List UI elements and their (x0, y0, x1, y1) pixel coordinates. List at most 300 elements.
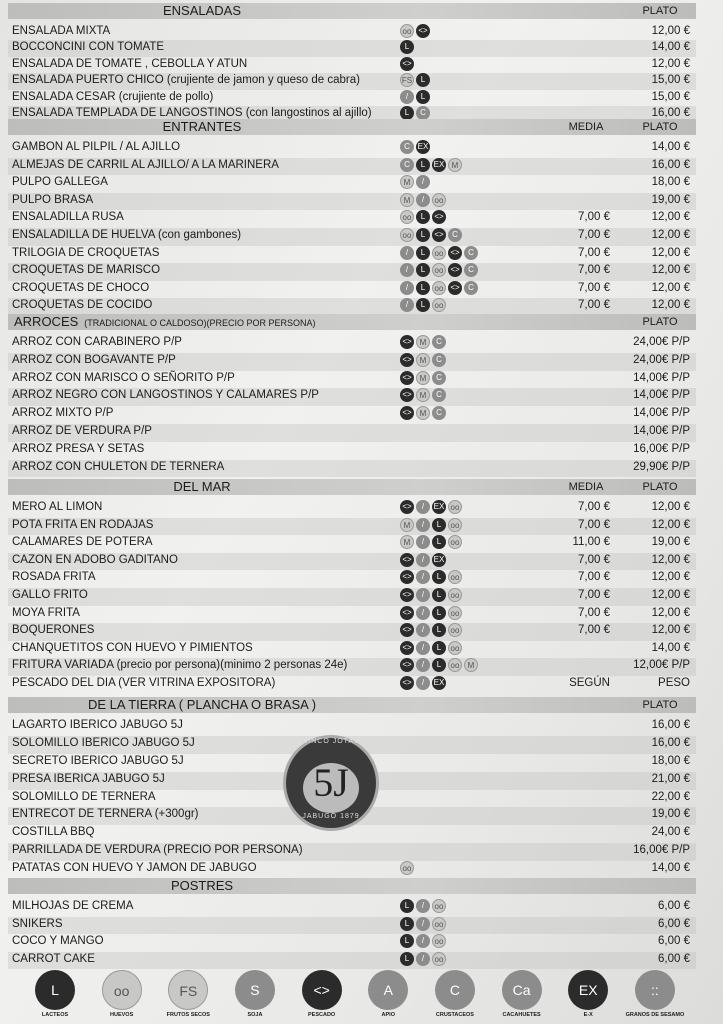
menu-item (8, 917, 696, 935)
allergen-icons (400, 535, 462, 549)
item-name: ARROZ CON CARABINERO P/P (12, 336, 182, 348)
section-items (8, 899, 696, 969)
item-price-plato: 24,00€ P/P (633, 336, 690, 348)
plato-column-header: PLATO (642, 316, 678, 328)
legend-item (425, 970, 485, 1018)
item-price-media: 7,00 € (578, 624, 610, 637)
lacteos-icon: L (400, 40, 414, 54)
menu-item (8, 861, 696, 879)
legend-item (358, 970, 418, 1018)
item-name: SECRETO IBERICO JABUGO 5J (12, 754, 184, 767)
crustaceos-icon: C (435, 970, 475, 1010)
menu-section-2 (8, 314, 696, 477)
pescado-icon: <> (400, 606, 414, 620)
item-price-media: 11,00 € (572, 536, 610, 549)
sulfitos-icon: EX (416, 140, 430, 154)
item-price-media: 7,00 € (578, 588, 610, 601)
legend-label: E-X (583, 1012, 593, 1018)
plato-column-header: PLATO (642, 481, 678, 493)
allergen-icons (400, 57, 414, 71)
gluten-icon: / (416, 193, 430, 207)
pescado-icon: <> (400, 406, 414, 420)
menu-item (8, 843, 696, 861)
lacteos-icon: L (400, 934, 414, 948)
item-name: PULPO GALLEGA (12, 176, 108, 189)
gluten-icon: / (416, 952, 430, 966)
lacteos-icon: L (400, 899, 414, 913)
moluscos-icon: M (400, 518, 414, 532)
menu-item (8, 658, 696, 676)
allergen-icons (400, 175, 430, 189)
item-name: PARRILLADA DE VERDURA (PRECIO POR PERSONA) (12, 844, 303, 857)
legend-label: CRUSTACEOS (435, 1012, 474, 1018)
pescado-icon: <> (400, 553, 414, 567)
sulfitos-icon: EX (432, 158, 446, 172)
item-name: POTA FRITA EN RODAJAS (12, 518, 154, 531)
item-price-plato: 14,00€ P/P (633, 407, 690, 420)
menu-item (8, 623, 696, 641)
item-name: PATATAS CON HUEVO Y JAMON DE JABUGO (12, 862, 257, 875)
cacahuetes-icon: Ca (502, 970, 542, 1010)
section-subtitle: (TRADICIONAL O CALDOSO)(PRECIO POR PERSONA) (84, 318, 316, 328)
item-price-plato: 14,00€ P/P (633, 424, 690, 437)
item-name: MERO AL LIMON (12, 501, 103, 513)
legend-label: CACAHUETES (502, 1012, 541, 1018)
menu-item (8, 500, 696, 518)
legend-item (492, 970, 552, 1018)
crustaceos-icon: C (432, 371, 446, 385)
huevos-icon: oo (448, 500, 462, 514)
pescado-icon: <> (448, 246, 462, 260)
allergen-icons (400, 518, 462, 532)
item-name: SNIKERS (12, 917, 63, 930)
item-price-plato: 16,00 € (651, 736, 690, 749)
item-name: TRILOGIA DE CROQUETAS (12, 246, 160, 259)
gluten-icon: / (416, 553, 430, 567)
legend-label: HUEVOS (110, 1012, 134, 1018)
huevos-icon: oo (448, 623, 462, 637)
lacteos-icon: L (432, 623, 446, 637)
item-name: ENSALADILLA DE HUELVA (con gambones) (12, 228, 242, 241)
legend-item (92, 970, 152, 1018)
menu-section-0 (8, 3, 696, 122)
crustaceos-icon: C (464, 281, 478, 295)
menu-item (8, 518, 696, 536)
item-price-plato: 24,00€ P/P (633, 353, 690, 366)
moluscos-icon: M (464, 658, 478, 672)
lacteos-icon: L (416, 158, 430, 172)
allergen-icons (400, 952, 446, 966)
item-price-media: 7,00 € (578, 571, 610, 584)
section-header (8, 3, 696, 19)
item-price-media: 7,00 € (578, 246, 610, 259)
logo-mark: 5J (303, 763, 359, 813)
item-price-plato: 12,00 € (651, 211, 690, 224)
media-column-header: MEDIA (568, 121, 604, 133)
sesamo-icon: :: (635, 970, 675, 1010)
section-items (8, 140, 696, 316)
plato-column-header: PLATO (642, 121, 678, 133)
legend-label: SOJA (247, 1012, 263, 1018)
legend-item (558, 970, 618, 1018)
item-name: GALLO FRITO (12, 588, 88, 601)
gluten-icon: / (400, 90, 414, 104)
item-price-media: 7,00 € (578, 211, 610, 224)
lacteos-icon: L (432, 535, 446, 549)
item-name: ENSALADA TEMPLADA DE LANGOSTINOS (con langostinos al ajillo) (12, 106, 372, 119)
allergen-icons (400, 193, 446, 207)
menu-item (8, 40, 696, 56)
moluscos-icon: M (416, 353, 430, 367)
item-name: ENSALADA MIXTA (12, 25, 111, 37)
gluten-icon: / (416, 570, 430, 584)
allergen-icons (400, 676, 446, 690)
crustaceos-icon: C (432, 388, 446, 402)
item-price-plato: 12,00 € (651, 571, 690, 584)
frutos-secos-icon: FS (168, 970, 208, 1010)
section-header (8, 119, 696, 135)
huevos-icon: oo (400, 210, 414, 224)
item-price-plato: 12,00 € (651, 25, 690, 37)
section-header (8, 314, 696, 330)
item-name: ARROZ MIXTO P/P (12, 407, 114, 420)
lacteos-icon: L (432, 641, 446, 655)
menu-item (8, 210, 696, 228)
legend-item (25, 970, 85, 1018)
lacteos-icon: L (432, 570, 446, 584)
lacteos-icon: L (432, 606, 446, 620)
moluscos-icon: M (416, 406, 430, 420)
item-price-plato: 29,90€ P/P (633, 460, 690, 473)
item-price-plato: 16,00€ P/P (633, 442, 690, 455)
menu-item (8, 140, 696, 158)
item-name: GAMBON AL PILPIL / AL AJILLO (12, 141, 181, 153)
allergen-icons (400, 158, 462, 172)
gluten-icon: / (416, 641, 430, 655)
frutos-secos-icon: FS (400, 73, 414, 87)
allergen-icons (400, 641, 462, 655)
pescado-icon: <> (448, 281, 462, 295)
huevos-icon: oo (448, 518, 462, 532)
huevos-icon: oo (432, 899, 446, 913)
allergen-icons (400, 353, 446, 367)
gluten-icon: / (416, 535, 430, 549)
pescado-icon: <> (400, 570, 414, 584)
menu-section-5 (8, 878, 696, 969)
allergen-icons (400, 281, 478, 295)
allergen-icons (400, 917, 446, 931)
gluten-icon: / (416, 606, 430, 620)
allergen-icons (400, 298, 446, 312)
gluten-icon: / (400, 263, 414, 277)
pescado-icon: <> (400, 500, 414, 514)
moluscos-icon: M (400, 535, 414, 549)
section-title: POSTRES (170, 878, 234, 893)
lacteos-icon: L (416, 210, 430, 224)
pescado-icon: <> (448, 263, 462, 277)
item-price-plato: 6,00 € (658, 952, 690, 965)
item-name: COCO Y MANGO (12, 935, 104, 947)
menu-item (8, 570, 696, 588)
item-name: CROQUETAS DE COCIDO (12, 299, 153, 312)
item-name: LAGARTO IBERICO JABUGO 5J (12, 719, 183, 731)
item-price-plato: 12,00€ P/P (633, 659, 690, 672)
item-price-media: 7,00 € (578, 553, 610, 566)
menu-item (8, 193, 696, 211)
menu-item (8, 371, 696, 389)
menu-item (8, 424, 696, 442)
allergen-icons (400, 371, 446, 385)
legend-label: PESCADO (308, 1012, 336, 1018)
item-name: ENSALADILLA RUSA (12, 211, 124, 224)
item-name: CHANQUETITOS CON HUEVO Y PIMIENTOS (12, 641, 253, 654)
lacteos-icon: L (432, 658, 446, 672)
legend-item (625, 970, 685, 1018)
soja-icon: S (235, 970, 275, 1010)
allergen-icons (400, 263, 478, 277)
item-price-plato: 12,00 € (651, 588, 690, 601)
menu-item (8, 952, 696, 970)
allergen-icons (400, 934, 446, 948)
menu-item (8, 588, 696, 606)
item-name: ARROZ CON BOGAVANTE P/P (12, 353, 176, 366)
allergen-icons (400, 606, 462, 620)
item-price-plato: 15,00 € (651, 74, 690, 87)
item-name: ARROZ CON MARISCO O SEÑORITO P/P (12, 371, 235, 384)
allergen-icons (400, 40, 414, 54)
huevos-icon: oo (102, 970, 142, 1010)
pescado-icon: <> (400, 658, 414, 672)
lacteos-icon: L (416, 263, 430, 277)
media-column-header: MEDIA (568, 481, 604, 493)
menu-item (8, 353, 696, 371)
pescado-icon: <> (400, 371, 414, 385)
menu-item (8, 406, 696, 424)
crustaceos-icon: C (448, 228, 462, 242)
legend-label: FRUTOS SECOS (166, 1012, 210, 1018)
gluten-icon: / (416, 934, 430, 948)
allergen-icons (400, 406, 446, 420)
section-title: ARROCES (14, 314, 79, 329)
logo-brand: CINCO JOTAS (302, 738, 360, 745)
section-title: DE LA TIERRA ( PLANCHA O BRASA ) (87, 697, 317, 712)
legend-item (225, 970, 285, 1018)
item-price-plato: 12,00 € (651, 624, 690, 637)
menu-item (8, 57, 696, 73)
item-price-plato: 21,00 € (651, 772, 690, 785)
pescado-icon: <> (400, 623, 414, 637)
item-price-plato: 16,00 € (651, 106, 690, 119)
huevos-icon: oo (432, 281, 446, 295)
item-price-plato: 12,00 € (651, 264, 690, 277)
allergen-icons (400, 500, 462, 514)
item-name: ARROZ PRESA Y SETAS (12, 442, 145, 455)
gluten-icon: / (416, 175, 430, 189)
item-price-plato: 6,00 € (658, 917, 690, 930)
pescado-icon: <> (400, 335, 414, 349)
gluten-icon: / (416, 676, 430, 690)
huevos-icon: oo (432, 917, 446, 931)
item-name: CARROT CAKE (12, 952, 95, 965)
huevos-icon: oo (448, 570, 462, 584)
item-price-plato: 12,00 € (651, 553, 690, 566)
section-title: DEL MAR (173, 479, 231, 494)
section-items (8, 500, 696, 694)
item-price-plato: 12,00 € (651, 57, 690, 70)
item-price-plato: 14,00€ P/P (633, 389, 690, 402)
huevos-icon: oo (432, 193, 446, 207)
item-name: ENSALADA CESAR (crujiente de pollo) (12, 90, 214, 103)
allergen-icons (400, 24, 430, 38)
apio-icon: A (368, 970, 408, 1010)
item-name: ALMEJAS DE CARRIL AL AJILLO/ A LA MARINERA (12, 158, 279, 171)
item-price-plato: 22,00 € (651, 790, 690, 803)
item-name: SOLOMILLO DE TERNERA (12, 790, 156, 803)
huevos-icon: oo (432, 263, 446, 277)
item-name: ARROZ NEGRO CON LANGOSTINOS Y CALAMARES P/P (12, 389, 319, 402)
huevos-icon: oo (432, 246, 446, 260)
item-name: PULPO BRASA (12, 193, 94, 206)
crustaceos-icon: C (432, 406, 446, 420)
menu-item (8, 934, 696, 952)
menu-item (8, 899, 696, 917)
allergen-icons (400, 588, 462, 602)
item-price-plato: 16,00€ P/P (633, 844, 690, 857)
sulfitos-icon: EX (432, 553, 446, 567)
lacteos-icon: L (35, 970, 75, 1010)
pescado-icon: <> (400, 57, 414, 71)
pescado-icon: <> (400, 588, 414, 602)
menu-item (8, 228, 696, 246)
legend-label: GRANOS DE SESAMO (625, 1012, 685, 1018)
pescado-icon: <> (432, 228, 446, 242)
menu-item (8, 175, 696, 193)
lacteos-icon: L (416, 281, 430, 295)
item-price-plato: 14,00 € (651, 41, 690, 54)
crustaceos-icon: C (400, 140, 414, 154)
allergen-icons (400, 658, 478, 672)
pescado-icon: <> (400, 388, 414, 402)
plato-column-header: PLATO (642, 699, 678, 711)
moluscos-icon: M (400, 175, 414, 189)
section-header (8, 479, 696, 495)
lacteos-icon: L (416, 90, 430, 104)
allergen-legend (25, 970, 685, 1018)
section-title: ENSALADAS (162, 3, 242, 18)
menu-item (8, 335, 696, 353)
section-items (8, 24, 696, 122)
lacteos-icon: L (400, 106, 414, 120)
item-price-plato: 12,00 € (651, 228, 690, 241)
allergen-icons (400, 899, 446, 913)
item-price-plato: 12,00 € (651, 606, 690, 619)
lacteos-icon: L (400, 952, 414, 966)
gluten-icon: / (416, 917, 430, 931)
moluscos-icon: M (416, 388, 430, 402)
item-price-plato: 14,00€ P/P (633, 371, 690, 384)
crustaceos-icon: C (416, 106, 430, 120)
menu-item (8, 825, 696, 843)
legend-item (158, 970, 218, 1018)
menu-item (8, 246, 696, 264)
crustaceos-icon: C (400, 158, 414, 172)
item-price-media: SEGÚN (569, 676, 610, 689)
pescado-icon: <> (400, 676, 414, 690)
crustaceos-icon: C (464, 246, 478, 260)
menu-item (8, 281, 696, 299)
item-price-media: 7,00 € (578, 518, 610, 531)
menu-item (8, 553, 696, 571)
menu-section-3 (8, 479, 696, 694)
menu-item (8, 388, 696, 406)
huevos-icon: oo (432, 934, 446, 948)
allergen-icons (400, 570, 462, 584)
allergen-icons (400, 861, 414, 875)
huevos-icon: oo (448, 606, 462, 620)
allergen-icons (400, 335, 446, 349)
gluten-icon: / (400, 246, 414, 260)
gluten-icon: / (416, 899, 430, 913)
item-price-media: 7,00 € (578, 281, 610, 294)
lacteos-icon: L (416, 246, 430, 260)
huevos-icon: oo (400, 24, 414, 38)
huevos-icon: oo (400, 228, 414, 242)
menu-item (8, 442, 696, 460)
allergen-icons (400, 553, 446, 567)
item-name: COSTILLA BBQ (12, 826, 95, 839)
gluten-icon: / (400, 281, 414, 295)
crustaceos-icon: C (432, 353, 446, 367)
item-name: ENSALADA PUERTO CHICO (crujiente de jamon y queso de cabra) (12, 74, 360, 87)
huevos-icon: oo (448, 641, 462, 655)
item-price-plato: 14,00 € (651, 141, 690, 153)
moluscos-icon: M (448, 158, 462, 172)
item-name: MOYA FRITA (12, 606, 80, 619)
item-price-media: 7,00 € (578, 264, 610, 277)
gluten-icon: / (400, 298, 414, 312)
pescado-icon: <> (400, 641, 414, 655)
allergen-icons (400, 73, 430, 87)
sulfitos-icon: EX (432, 500, 446, 514)
gluten-icon: / (416, 518, 430, 532)
moluscos-icon: M (416, 335, 430, 349)
item-name: ARROZ DE VERDURA P/P (12, 424, 152, 437)
logo-tagline: JABUGO 1879 (302, 813, 360, 820)
item-price-media: 7,00 € (578, 299, 610, 312)
crustaceos-icon: C (464, 263, 478, 277)
lacteos-icon: L (432, 518, 446, 532)
menu-item (8, 718, 696, 736)
item-price-media: 7,00 € (578, 501, 610, 513)
item-price-plato: 14,00 € (651, 862, 690, 875)
item-name: CROQUETAS DE CHOCO (12, 281, 150, 294)
allergen-icons (400, 106, 430, 120)
allergen-icons (400, 90, 430, 104)
item-price-plato: 16,00 € (651, 719, 690, 731)
item-name: BOQUERONES (12, 624, 95, 637)
legend-label: APIO (381, 1012, 395, 1018)
menu-item (8, 460, 696, 478)
item-name: ENSALADA DE TOMATE , CEBOLLA Y ATUN (12, 57, 248, 70)
pescado-icon: <> (302, 970, 342, 1010)
pescado-icon: <> (416, 24, 430, 38)
item-price-plato: 15,00 € (651, 90, 690, 103)
item-name: CALAMARES DE POTERA (12, 536, 153, 549)
menu-item (8, 535, 696, 553)
huevos-icon: oo (448, 658, 462, 672)
item-name: ROSADA FRITA (12, 571, 96, 584)
huevos-icon: oo (432, 952, 446, 966)
